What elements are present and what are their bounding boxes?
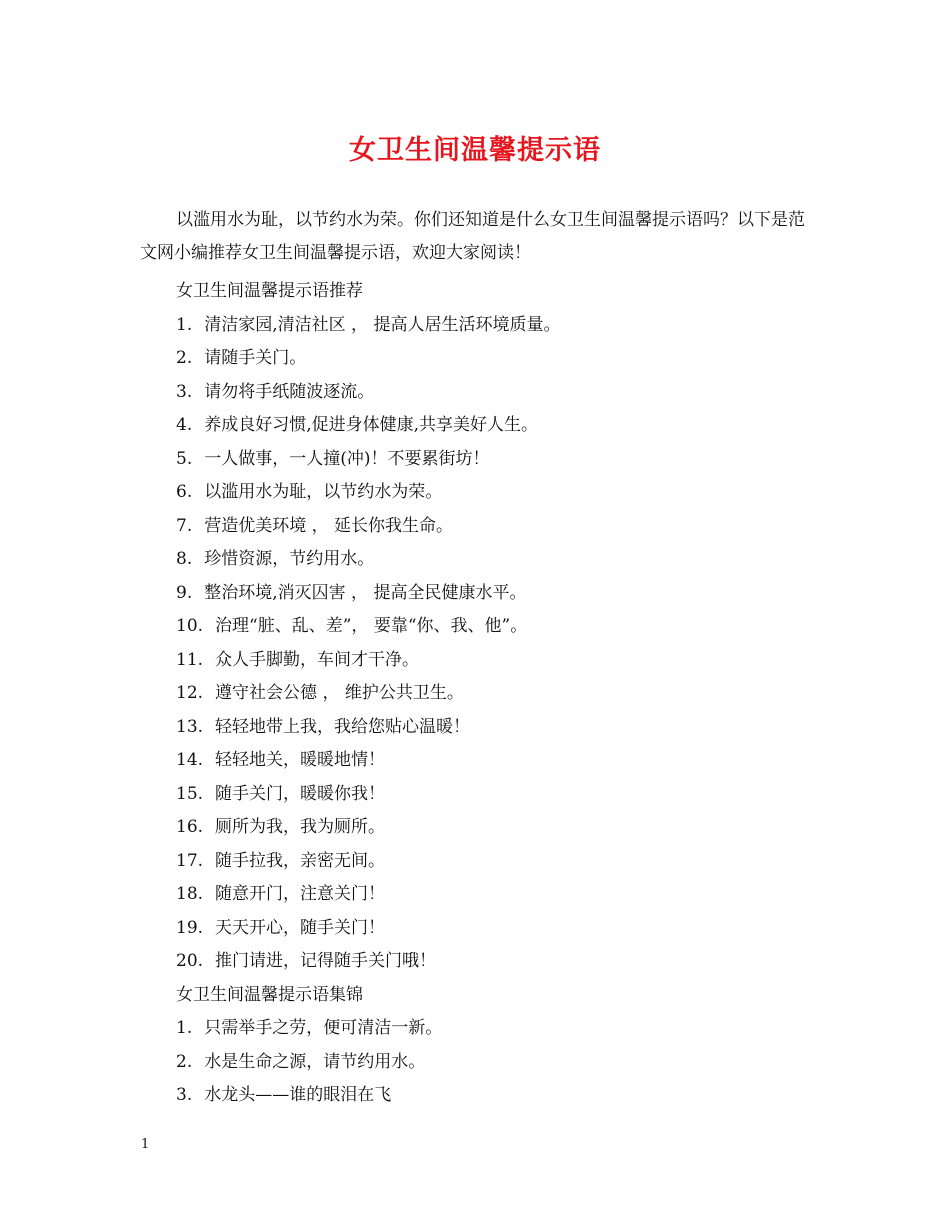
page-number: 1	[141, 1137, 150, 1152]
section-heading-collection: 女卫生间温馨提示语集锦	[176, 984, 363, 1005]
list-item	[176, 1079, 836, 1113]
item-number: 1.	[176, 1018, 193, 1038]
item-number: 19.	[176, 917, 204, 938]
section-heading-recommend: 女卫生间温馨提示语推荐	[176, 281, 363, 301]
list-item	[176, 711, 836, 745]
item-text: 只需举手之劳，便可清洁一新。	[204, 1018, 443, 1038]
item-number: 9.	[176, 582, 193, 603]
list-item	[176, 409, 836, 443]
item-number: 20.	[176, 951, 204, 971]
item-number: 16.	[176, 817, 204, 837]
item-number: 2.	[176, 348, 193, 368]
list-item	[176, 811, 836, 845]
list-item	[176, 577, 836, 611]
item-number: 8.	[176, 549, 193, 569]
item-number: 7.	[176, 515, 193, 536]
item-text: 轻轻地带上我，我给您贴心温暖！	[215, 716, 471, 737]
item-text: 珍惜资源，节约用水。	[204, 549, 375, 569]
list-item	[176, 878, 836, 912]
list-item	[176, 744, 836, 778]
item-text: 营造优美环境 ， 延长你我生命。	[204, 515, 454, 536]
item-text: 厕所为我，我为厕所。	[215, 817, 386, 837]
item-number: 18.	[176, 884, 204, 904]
item-number: 4.	[176, 415, 193, 435]
list-item	[176, 778, 836, 812]
list-item	[176, 510, 836, 544]
item-number: 2.	[176, 1051, 193, 1072]
item-text: 以滥用水为耻，以节约水为荣。	[204, 482, 443, 502]
list-item	[176, 1046, 836, 1080]
item-number: 13.	[176, 716, 204, 737]
item-text: 随手关门，暖暖你我！	[215, 783, 386, 804]
item-number: 10.	[176, 616, 204, 636]
item-number: 6.	[176, 482, 193, 502]
list-item	[176, 342, 836, 376]
item-text: 天天开心，随手关门！	[215, 917, 386, 938]
item-text: 请随手关门。	[204, 348, 307, 368]
list-item	[176, 610, 836, 644]
list-item	[176, 1012, 836, 1046]
list-item	[176, 845, 836, 879]
item-number: 3.	[176, 1085, 193, 1105]
item-number: 17.	[176, 850, 204, 871]
list-item	[176, 912, 836, 946]
page-title: 女卫生间温馨提示语	[349, 135, 601, 166]
list-item	[176, 476, 836, 510]
item-number: 14.	[176, 750, 204, 770]
item-text: 水龙头——谁的眼泪在飞	[204, 1085, 392, 1105]
content-list	[176, 275, 836, 1113]
item-text: 轻轻地关，暖暖地情！	[215, 750, 386, 770]
item-text: 遵守社会公德 ， 维护公共卫生。	[215, 683, 464, 703]
item-text: 整治环境,消灭囚害 ， 提高全民健康水平。	[204, 582, 527, 603]
list-item	[176, 543, 836, 577]
item-number: 1.	[176, 314, 193, 335]
item-text: 一人做事，一人撞(冲)！不要累街坊！	[204, 448, 490, 469]
item-number: 5.	[176, 448, 193, 469]
list-item	[176, 945, 836, 979]
list-item	[176, 376, 836, 410]
item-text: 水是生命之源，请节约用水。	[204, 1051, 426, 1072]
item-number: 15.	[176, 783, 204, 804]
item-text: 请勿将手纸随波逐流。	[204, 381, 375, 402]
item-text: 随手拉我，亲密无间。	[215, 850, 386, 871]
item-number: 12.	[176, 683, 204, 703]
item-number: 3.	[176, 381, 193, 402]
list-item	[176, 644, 836, 678]
item-text: 清洁家园,清洁社区 ， 提高人居生活环境质量。	[204, 314, 561, 335]
item-text: 随意开门，注意关门！	[215, 884, 386, 904]
list-item	[176, 443, 836, 477]
list-item	[176, 309, 836, 343]
item-number: 11.	[176, 649, 204, 670]
list-item	[176, 677, 836, 711]
item-text: 推门请进，记得随手关门哦！	[215, 951, 437, 971]
item-text: 众人手脚勤，车间才干净。	[215, 649, 420, 670]
item-text: 养成良好习惯,促进身体健康,共享美好人生。	[204, 415, 539, 435]
item-text: 治理“脏、乱、差”， 要靠“你、我、他”。	[215, 616, 528, 636]
intro-paragraph: 以滥用水为耻，以节约水为荣。你们还知道是什么女卫生间温馨提示语吗？以下是范文网小编推荐女卫生间温馨提示语，欢迎大家阅读！	[140, 210, 805, 263]
